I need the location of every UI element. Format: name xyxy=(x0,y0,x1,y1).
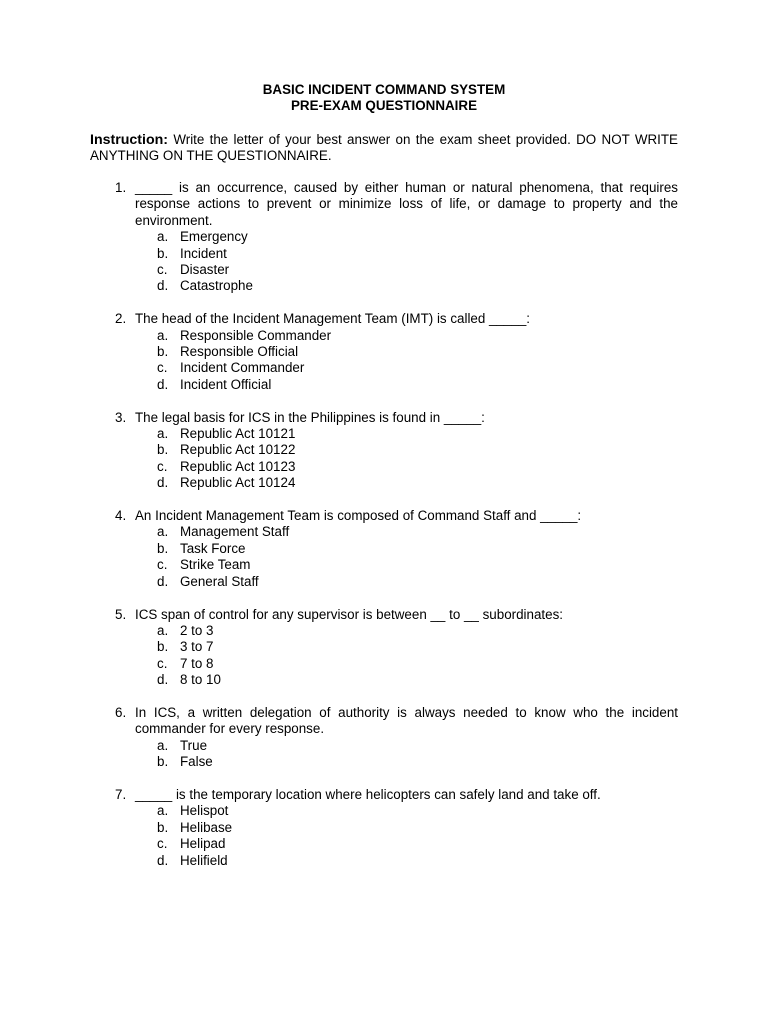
option-letter: a. xyxy=(157,737,169,753)
question-item xyxy=(90,180,678,295)
answer-option xyxy=(135,229,678,245)
option-text: Helipad xyxy=(180,836,226,852)
option-list xyxy=(135,623,678,689)
option-text: Republic Act 10121 xyxy=(180,426,296,442)
question-list xyxy=(90,180,678,885)
answer-option xyxy=(135,246,678,262)
answer-option xyxy=(135,262,678,278)
answer-option xyxy=(135,541,678,557)
option-letter: c. xyxy=(157,836,168,852)
option-text: Incident Commander xyxy=(180,360,305,376)
option-text: Helifield xyxy=(180,852,228,868)
option-text: Emergency xyxy=(180,229,248,245)
answer-option xyxy=(135,836,678,852)
option-letter: d. xyxy=(157,573,169,589)
question-item xyxy=(90,508,678,590)
question-item xyxy=(90,787,678,869)
option-text: Management Staff xyxy=(180,524,290,540)
question-item xyxy=(90,705,678,771)
instruction-paragraph xyxy=(90,132,678,165)
question-text: ICS span of control for any supervisor is between __ to __ subordinates: xyxy=(135,606,563,622)
option-list xyxy=(135,229,678,295)
option-text: Catastrophe xyxy=(180,278,253,294)
question-number: 6. xyxy=(115,704,127,720)
option-letter: d. xyxy=(157,278,169,294)
option-text: 2 to 3 xyxy=(180,622,214,638)
option-letter: a. xyxy=(157,426,169,442)
question-item xyxy=(90,410,678,492)
answer-option xyxy=(135,377,678,393)
question-text: The head of the Incident Management Team (IMT) is called _____: xyxy=(135,311,530,327)
option-list xyxy=(135,803,678,869)
option-letter: c. xyxy=(157,557,168,573)
question-item xyxy=(90,311,678,393)
document-title: BASIC INCIDENT COMMAND SYSTEM xyxy=(262,82,506,97)
question-item xyxy=(90,607,678,689)
option-text: Responsible Commander xyxy=(180,327,332,343)
answer-option xyxy=(135,442,678,458)
question-number: 2. xyxy=(115,311,127,327)
option-text: General Staff xyxy=(180,573,259,589)
answer-option xyxy=(135,820,678,836)
option-letter: b. xyxy=(157,245,169,261)
option-text: Strike Team xyxy=(180,557,251,573)
answer-option xyxy=(135,344,678,360)
option-text: Republic Act 10124 xyxy=(180,475,296,491)
option-letter: a. xyxy=(157,622,169,638)
option-list xyxy=(135,524,678,590)
option-text: Incident Official xyxy=(180,376,272,392)
option-text: True xyxy=(180,737,208,753)
option-text: Republic Act 10123 xyxy=(180,458,296,474)
option-letter: d. xyxy=(157,852,169,868)
option-text: Disaster xyxy=(180,262,230,278)
question-text: The legal basis for ICS in the Philippines is found in _____: xyxy=(135,409,485,425)
answer-option xyxy=(135,623,678,639)
option-letter: b. xyxy=(157,754,169,770)
option-letter: b. xyxy=(157,819,169,835)
question-text: An Incident Management Team is composed of Command Staff and _____: xyxy=(135,508,582,524)
answer-option xyxy=(135,278,678,294)
option-letter: c. xyxy=(157,655,168,671)
option-letter: a. xyxy=(157,524,169,540)
answer-option xyxy=(135,853,678,869)
option-letter: c. xyxy=(157,360,168,376)
option-letter: d. xyxy=(157,475,169,491)
option-text: Helibase xyxy=(180,819,233,835)
option-letter: a. xyxy=(157,229,169,245)
option-text: Incident xyxy=(180,245,227,261)
answer-option xyxy=(135,574,678,590)
option-text: 7 to 8 xyxy=(180,655,214,671)
question-text: _____ is an occurrence, caused by either human or natural phenomena, that requires response actions to prevent or minimize loss of life, or damage to property and the environment. xyxy=(135,180,678,228)
option-letter: b. xyxy=(157,540,169,556)
instruction-text: Write the letter of your best answer on the exam sheet provided. DO NOT WRITE ANYTHING ON THE QUESTIONNAIRE. xyxy=(90,132,678,164)
answer-option xyxy=(135,524,678,540)
question-number: 1. xyxy=(115,180,127,195)
question-number: 3. xyxy=(115,409,127,425)
option-letter: b. xyxy=(157,344,169,360)
option-list xyxy=(135,328,678,394)
option-list xyxy=(135,426,678,492)
answer-option xyxy=(135,672,678,688)
question-text: _____ is the temporary location where helicopters can safely land and take off. xyxy=(135,786,601,802)
answer-option xyxy=(135,754,678,770)
option-text: 3 to 7 xyxy=(180,639,214,655)
question-number: 4. xyxy=(115,508,127,524)
answer-option xyxy=(135,360,678,376)
option-text: Republic Act 10122 xyxy=(180,442,296,458)
answer-option xyxy=(135,803,678,819)
answer-option xyxy=(135,639,678,655)
answer-option xyxy=(135,426,678,442)
option-letter: b. xyxy=(157,442,169,458)
option-letter: a. xyxy=(157,327,169,343)
option-text: Task Force xyxy=(180,540,246,556)
answer-option xyxy=(135,738,678,754)
answer-option xyxy=(135,328,678,344)
document-subtitle: PRE-EXAM QUESTIONNAIRE xyxy=(291,98,477,113)
option-letter: a. xyxy=(157,803,169,819)
option-letter: d. xyxy=(157,672,169,688)
question-number: 5. xyxy=(115,606,127,622)
answer-option xyxy=(135,459,678,475)
option-text: Helispot xyxy=(180,803,229,819)
option-text: False xyxy=(180,754,213,770)
option-letter: c. xyxy=(157,262,168,278)
answer-option xyxy=(135,557,678,573)
option-letter: c. xyxy=(157,458,168,474)
question-text: In ICS, a written delegation of authority is always needed to know who the incident commander for every response. xyxy=(135,704,678,737)
option-text: 8 to 10 xyxy=(180,672,221,688)
answer-option xyxy=(135,656,678,672)
option-letter: d. xyxy=(157,376,169,392)
question-number: 7. xyxy=(115,786,127,802)
option-text: Responsible Official xyxy=(180,344,299,360)
instruction-label: Instruction: xyxy=(90,132,169,148)
option-letter: b. xyxy=(157,639,169,655)
answer-option xyxy=(135,475,678,491)
option-list xyxy=(135,738,678,771)
